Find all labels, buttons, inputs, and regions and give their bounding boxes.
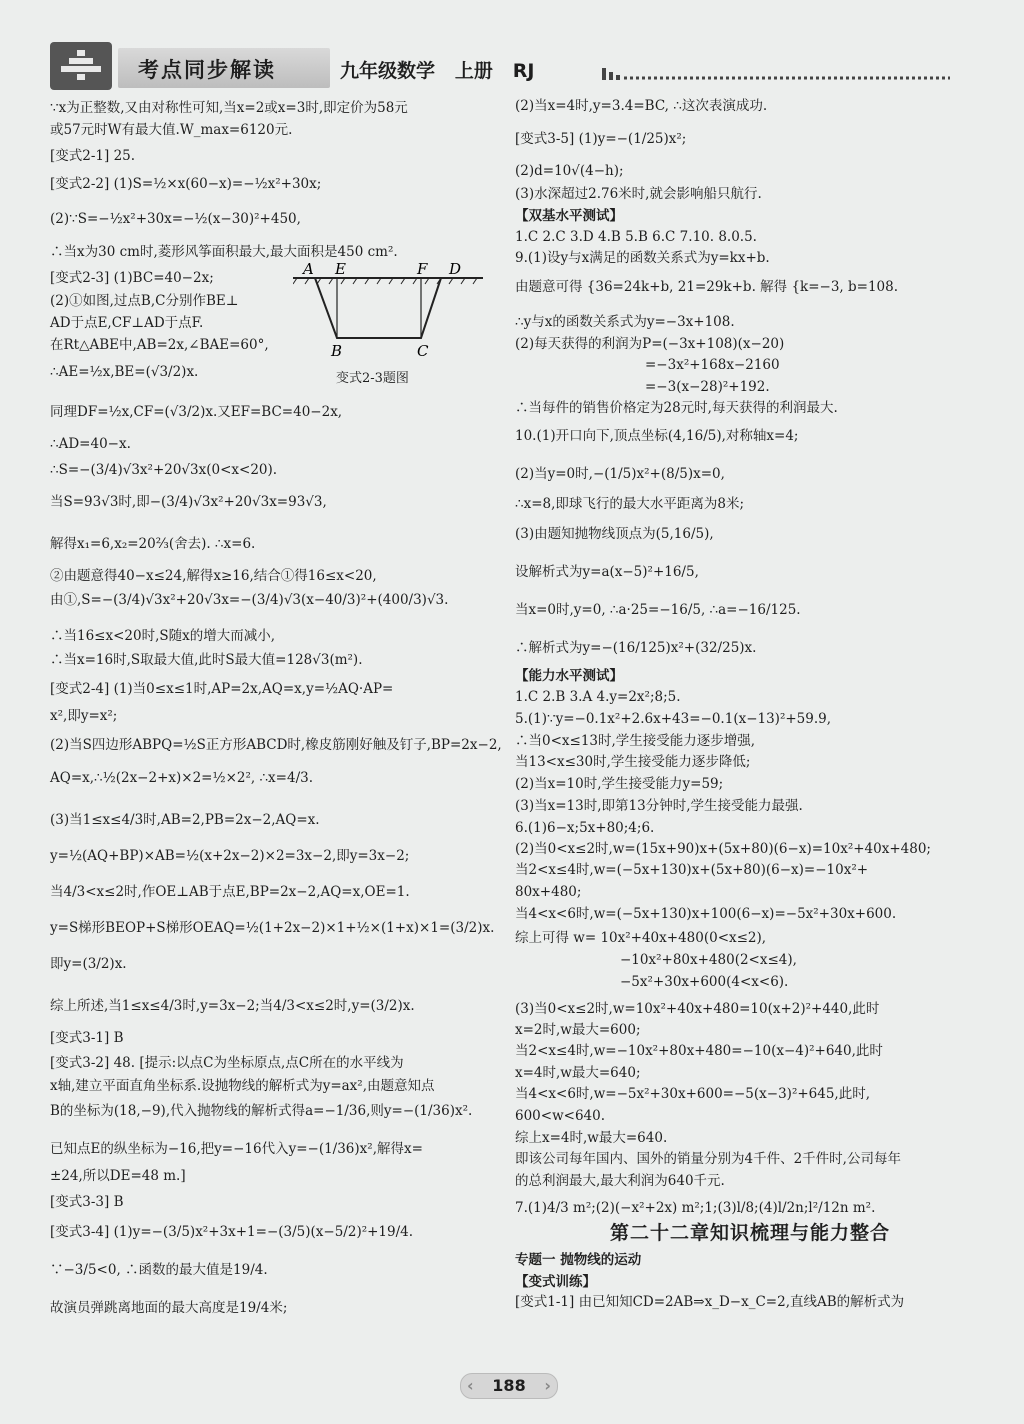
text-line: ∴y与x的函数关系式为y=−3x+108. bbox=[515, 314, 735, 330]
text-line: (2)d=10√(4−h); bbox=[515, 163, 624, 179]
book-logo-icon bbox=[50, 42, 112, 90]
exercise-answer: [变式2-2] (1)S=½×x(60−x)=−½x²+30x; bbox=[50, 176, 322, 192]
text-line: 600<w<640. bbox=[515, 1108, 606, 1124]
text-line: (3)由题知抛物线顶点为(5,16/5), bbox=[515, 526, 714, 542]
text-line: (2)①如图,过点B,C分别作BE⊥ bbox=[50, 293, 239, 309]
text-line: =−3x²+168x−2160 bbox=[645, 357, 780, 373]
text-line: 当13<x≤30时,学生接受能力逐步降低; bbox=[515, 754, 751, 770]
text-line: ∴当16≤x<20时,S随x的增大而减小, bbox=[50, 628, 276, 644]
text-line: ∴x=8,即球飞行的最大水平距离为8米; bbox=[515, 496, 745, 512]
text-line: 9.(1)设y与x满足的函数关系式为y=kx+b. bbox=[515, 250, 770, 266]
exercise-answer: [变式3-5] (1)y=−(1/25)x²; bbox=[515, 131, 687, 147]
text-line: 当2<x≤4时,w=(−5x+130)x+(5x+80)(6−x)=−10x²+ bbox=[515, 862, 869, 878]
text-line: 即该公司每年国内、国外的销量分别为4千件、2千件时,公司每年 bbox=[515, 1151, 901, 1167]
figure-label-B: B bbox=[331, 342, 343, 360]
chevron-left-icon: ‹ bbox=[467, 1376, 474, 1395]
figure-label-D: D bbox=[449, 260, 462, 278]
text-line: ②由题意得40−x≤24,解得x≥16,结合①得16≤x<20, bbox=[50, 568, 377, 584]
text-line: 7.(1)4/3 m²;(2)(−x²+2x) m²;1;(3)l/8;(4)l/2n;l²/12n m². bbox=[515, 1200, 876, 1216]
section-heading: 【双基水平测试】 bbox=[515, 208, 623, 224]
text-line: 综上x=4时,w最大=640. bbox=[515, 1130, 668, 1146]
text-line: 即y=(3/2)x. bbox=[50, 956, 127, 972]
text-line: 解得x₁=6,x₂=20⅔(舍去). ∴x=6. bbox=[50, 536, 256, 552]
text-line: (2)∵S=−½x²+30x=−½(x−30)²+450, bbox=[50, 211, 301, 227]
text-line: 综上可得 w= 10x²+40x+480(0<x≤2), bbox=[515, 930, 767, 946]
text-line: y=½(AQ+BP)×AB=½(x+2x−2)×2=3x−2,即y=3x−2; bbox=[50, 848, 410, 864]
text-line: AD于点E,CF⊥AD于点F. bbox=[50, 315, 204, 331]
text-line: 6.(1)6−x;5x+80;4;6. bbox=[515, 820, 655, 836]
section-heading: 【变式训练】 bbox=[515, 1274, 596, 1290]
text-line: ∴当x=16时,S取最大值,此时S最大值=128√3(m²). bbox=[50, 652, 363, 668]
grade-label: 九年级数学 上册 RJ bbox=[340, 60, 535, 82]
figure-label-F: F bbox=[417, 260, 428, 278]
text-line: ∵−3/5<0, ∴函数的最大值是19/4. bbox=[50, 1262, 268, 1278]
text-line: ±24,所以DE=48 m.] bbox=[50, 1168, 186, 1184]
chapter-title: 第二十二章知识梳理与能力整合 bbox=[610, 1222, 891, 1244]
exercise-answer: [变式2-3] (1)BC=40−2x; bbox=[50, 270, 214, 286]
text-line: 1.C 2.C 3.D 4.B 5.B 6.C 7.10. 8.0.5. bbox=[515, 229, 757, 245]
exercise-answer: [变式3-1] B bbox=[50, 1030, 124, 1046]
text-line: (3)当x=13时,即第13分钟时,学生接受能力最强. bbox=[515, 798, 803, 814]
text-line: 当4<x<6时,w=(−5x+130)x+100(6−x)=−5x²+30x+600. bbox=[515, 906, 897, 922]
text-line: (3)当1≤x≤4/3时,AB=2,PB=2x−2,AQ=x. bbox=[50, 812, 320, 828]
text-line: 故演员弹跳离地面的最大高度是19/4米; bbox=[50, 1300, 288, 1316]
text-line: x=4时,w最大=640; bbox=[515, 1065, 641, 1081]
text-line: 由题意可得 {36=24k+b, 21=29k+b. 解得 {k=−3, b=108. bbox=[515, 279, 899, 295]
text-line: −10x²+80x+480(2<x≤4), bbox=[620, 952, 797, 968]
figure-label-E: E bbox=[335, 260, 346, 278]
text-line: 在Rt△ABE中,AB=2x,∠BAE=60°, bbox=[50, 337, 269, 353]
topic-heading: 专题一 抛物线的运动 bbox=[515, 1252, 642, 1268]
header-dots-decoration bbox=[602, 66, 952, 82]
text-line: 或57元时W有最大值.W_max=6120元. bbox=[50, 122, 293, 138]
text-line: [变式1-1] 由已知知CD=2AB⇒x_D−x_C=2,直线AB的解析式为 bbox=[515, 1294, 905, 1310]
figure-label-C: C bbox=[417, 342, 429, 360]
page-number-label: 188 bbox=[492, 1376, 526, 1395]
trapezoid-shape bbox=[315, 278, 441, 338]
trapezoid-figure bbox=[293, 260, 483, 360]
text-line: (3)水深超过2.76米时,就会影响船只航行. bbox=[515, 186, 762, 202]
text-line: ∵x为正整数,又由对称性可知,当x=2或x=3时,即定价为58元 bbox=[50, 100, 408, 116]
text-line: ∴S=−(3/4)√3x²+20√3x(0<x<20). bbox=[50, 462, 278, 478]
exercise-answer: [变式2-1] 25. bbox=[50, 148, 136, 164]
text-line: 已知点E的纵坐标为−16,把y=−16代入y=−(1/36)x²,解得x= bbox=[50, 1141, 423, 1157]
text-line: 综上所述,当1≤x≤4/3时,y=3x−2;当4/3<x≤2时,y=(3/2)x. bbox=[50, 998, 415, 1014]
text-line: 当x=0时,y=0, ∴a·25=−16/5, ∴a=−16/125. bbox=[515, 602, 801, 618]
text-line: 80x+480; bbox=[515, 884, 582, 900]
text-line: (2)当y=0时,−(1/5)x²+(8/5)x=0, bbox=[515, 466, 725, 482]
text-line: 10.(1)开口向下,顶点坐标(4,16/5),对称轴x=4; bbox=[515, 428, 799, 444]
text-line: ∴当0<x≤13时,学生接受能力逐步增强, bbox=[515, 733, 756, 749]
text-line: ∴当x为30 cm时,菱形风筝面积最大,最大面积是450 cm². bbox=[50, 244, 398, 260]
text-line: (2)当x=10时,学生接受能力y=59; bbox=[515, 776, 724, 792]
text-line: 当2<x≤4时,w=−10x²+80x+480=−10(x−4)²+640,此时 bbox=[515, 1043, 883, 1059]
text-line: y=S梯形BEOP+S梯形OEAQ=½(1+2x−2)×1+½×(1+x)×1=(3/2)x. bbox=[50, 920, 495, 936]
exercise-answer: [变式3-4] (1)y=−(3/5)x²+3x+1=−(3/5)(x−5/2)²+19/4. bbox=[50, 1224, 414, 1240]
exercise-answer: [变式2-4] (1)当0≤x≤1时,AP=2x,AQ=x,y=½AQ·AP= bbox=[50, 681, 394, 697]
text-line: B的坐标为(18,−9),代入抛物线的解析式得a=−1/36,则y=−(1/36)x². bbox=[50, 1103, 473, 1119]
text-line: (2)每天获得的利润为P=(−3x+108)(x−20) bbox=[515, 336, 785, 352]
text-line: 当4<x<6时,w=−5x²+30x+600=−5(x−3)²+645,此时, bbox=[515, 1086, 871, 1102]
section-heading: 【能力水平测试】 bbox=[515, 668, 623, 684]
text-line: x²,即y=x²; bbox=[50, 708, 118, 724]
text-line: (2)当x=4时,y=3.4=BC, ∴这次表演成功. bbox=[515, 98, 768, 114]
figure-caption: 变式2-3题图 bbox=[336, 371, 409, 386]
text-line: 设解析式为y=a(x−5)²+16/5, bbox=[515, 564, 699, 580]
text-line: x轴,建立平面直角坐标系.设抛物线的解析式为y=ax²,由题意知点 bbox=[50, 1078, 435, 1094]
brand-title: 考点同步解读 bbox=[138, 58, 276, 82]
page-header bbox=[50, 38, 950, 94]
text-line: (3)当0<x≤2时,w=10x²+40x+480=10(x+2)²+440,此时 bbox=[515, 1001, 880, 1017]
text-line: (2)当S四边形ABPQ=½S正方形ABCD时,橡皮筋刚好触及钉子,BP=2x−2, bbox=[50, 737, 502, 753]
text-line: 5.(1)∵y=−0.1x²+2.6x+43=−0.1(x−13)²+59.9, bbox=[515, 711, 832, 727]
text-line: 1.C 2.B 3.A 4.y=2x²;8;5. bbox=[515, 689, 681, 705]
text-line: ∴AE=½x,BE=(√3/2)x. bbox=[50, 364, 199, 380]
exercise-answer: [变式3-2] 48. [提示:以点C为坐标原点,点C所在的水平线为 bbox=[50, 1055, 404, 1071]
figure-label-A: A bbox=[303, 260, 314, 278]
text-line: 由①,S=−(3/4)√3x²+20√3x=−(3/4)√3(x−40/3)²+(400/3)√3. bbox=[50, 592, 449, 608]
text-line: (2)当0<x≤2时,w=(15x+90)x+(5x+80)(6−x)=10x²+40x+480; bbox=[515, 841, 931, 857]
text-line: 同理DF=½x,CF=(√3/2)x.又EF=BC=40−2x, bbox=[50, 404, 343, 420]
text-line: ∴解析式为y=−(16/125)x²+(32/25)x. bbox=[515, 640, 757, 656]
page-number bbox=[460, 1373, 558, 1399]
exercise-answer: [变式3-3] B bbox=[50, 1194, 124, 1210]
text-line: ∴当每件的销售价格定为28元时,每天获得的利润最大. bbox=[515, 400, 838, 416]
chevron-right-icon: › bbox=[544, 1376, 551, 1395]
text-line: 当S=93√3时,即−(3/4)√3x²+20√3x=93√3, bbox=[50, 494, 327, 510]
text-line: 的总利润最大,最大利润为640千元. bbox=[515, 1173, 725, 1189]
text-line: =−3(x−28)²+192. bbox=[645, 379, 770, 395]
text-line: −5x²+30x+600(4<x<6). bbox=[620, 974, 789, 990]
text-line: x=2时,w最大=600; bbox=[515, 1022, 641, 1038]
text-line: ∴AD=40−x. bbox=[50, 436, 131, 452]
text-line: 当4/3<x≤2时,作OE⊥AB于点E,BP=2x−2,AQ=x,OE=1. bbox=[50, 884, 410, 900]
text-line: AQ=x,∴½(2x−2+x)×2=½×2², ∴x=4/3. bbox=[50, 770, 313, 786]
